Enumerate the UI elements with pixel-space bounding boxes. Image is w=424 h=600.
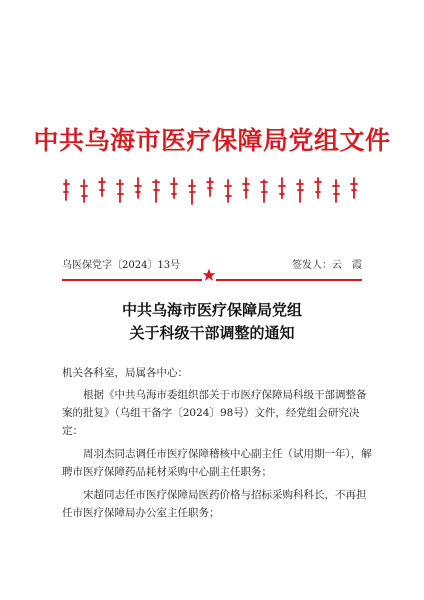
document-title-line1: 中共乌海市医疗保障局党组	[121, 301, 302, 319]
document-title-line2: 关于科级干部调整的通知	[129, 324, 295, 342]
masthead-title: 中共乌海市医疗保障局党组文件	[33, 126, 391, 155]
paragraph-basis: 根据《中共乌海市委组织部关于市医疗保障局科级干部调整备案的批复》（乌组干备字〔2024〕98号）文件，经党组会研究决定：	[62, 389, 367, 437]
doc-number: 乌医保党字〔2024〕13号	[62, 260, 181, 271]
red-divider-right	[216, 275, 362, 285]
paragraph-appointment-2: 宋超同志任市医疗保障局医药价格与招标采购科科长，不再担任市医疗保障局办公室主任职务；	[62, 489, 367, 519]
paragraph-appointment-1: 周羽杰同志调任市医疗保障稽核中心副主任（试用期一年），解聘市医疗保障药品耗材采购中心副主任职务；	[62, 448, 372, 478]
salutation: 机关各科室，局属各中心：	[62, 367, 188, 379]
red-divider-left	[62, 275, 202, 285]
red-star-icon	[202, 268, 216, 282]
mongolian-script-line	[62, 172, 362, 206]
signer: 签发人：云 霞	[292, 260, 362, 271]
